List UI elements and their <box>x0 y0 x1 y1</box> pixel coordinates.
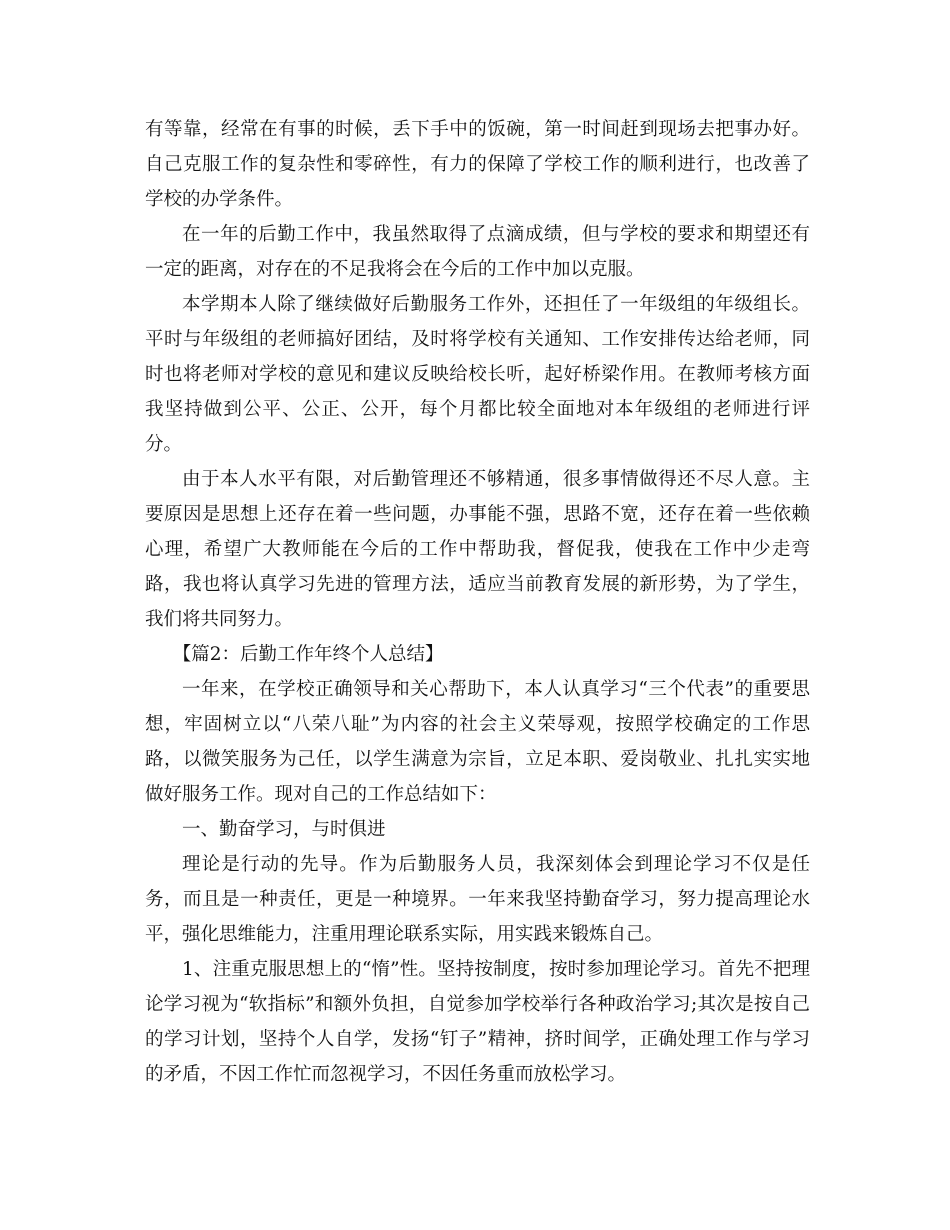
paragraph: 一年来，在学校正确领导和关心帮助下，本人认真学习“三个代表”的重要思想，牢固树立以“八荣八耻”为内容的社会主义荣辱观，按照学校确定的工作思路，以微笑服务为己任，以学生满意为宗旨，立足本职、爱岗敬业、扎扎实实地做好服务工作。现对自己的工作总结如下： <box>145 679 810 805</box>
paragraph: 由于本人水平有限，对后勤管理还不够精通，很多事情做得还不尽人意。主要原因是思想上还存在着一些问题，办事能不强，思路不宽，还存在着一些依赖心理，希望广大教师能在今后的工作中帮助我，督促我，使我在工作中少走弯路，我也将认真学习先进的管理方法，适应当前教育发展的新形势，为了学生，我们将共同努力。 <box>145 469 810 630</box>
paragraph-continuation: 有等靠，经常在有事的时候，丢下手中的饭碗，第一时间赶到现场去把事办好。自己克服工作的复杂性和零碎性，有力的保障了学校工作的顺利进行，也改善了学校的办学条件。 <box>145 119 810 210</box>
paragraph: 本学期本人除了继续做好后勤服务工作外，还担任了一年级组的年级组长。平时与年级组的老师搞好团结，及时将学校有关通知、工作安排传达给老师，同时也将老师对学校的意见和建议反映给校长听，起好桥梁作用。在教师考核方面我坚持做到公平、公正、公开，每个月都比较全面地对本年级组的老师进行评分。 <box>145 294 810 455</box>
paragraph: 1、注重克服思想上的“惰”性。坚持按制度，按时参加理论学习。首先不把理论学习视为“软指标”和额外负担，自觉参加学校举行各种政治学习;其次是按自己的学习计划，坚持个人自学，发扬“钉子”精神，挤时间学，正确处理工作与学习的矛盾，不因工作忙而忽视学习，不因任务重而放松学习。 <box>145 959 810 1085</box>
section-heading: 【篇2：后勤工作年终个人总结】 <box>172 644 444 665</box>
subsection-heading: 一、勤奋学习，与时俱进 <box>182 819 386 840</box>
document-body <box>145 112 810 1092</box>
paragraph: 理论是行动的先导。作为后勤服务人员，我深刻体会到理论学习不仅是任务，而且是一种责任，更是一种境界。一年来我坚持勤奋学习，努力提高理论水平，强化思维能力，注重用理论联系实际，用实践来锻炼自己。 <box>145 854 810 945</box>
paragraph: 在一年的后勤工作中，我虽然取得了点滴成绩，但与学校的要求和期望还有一定的距离，对存在的不足我将会在今后的工作中加以克服。 <box>145 224 810 280</box>
